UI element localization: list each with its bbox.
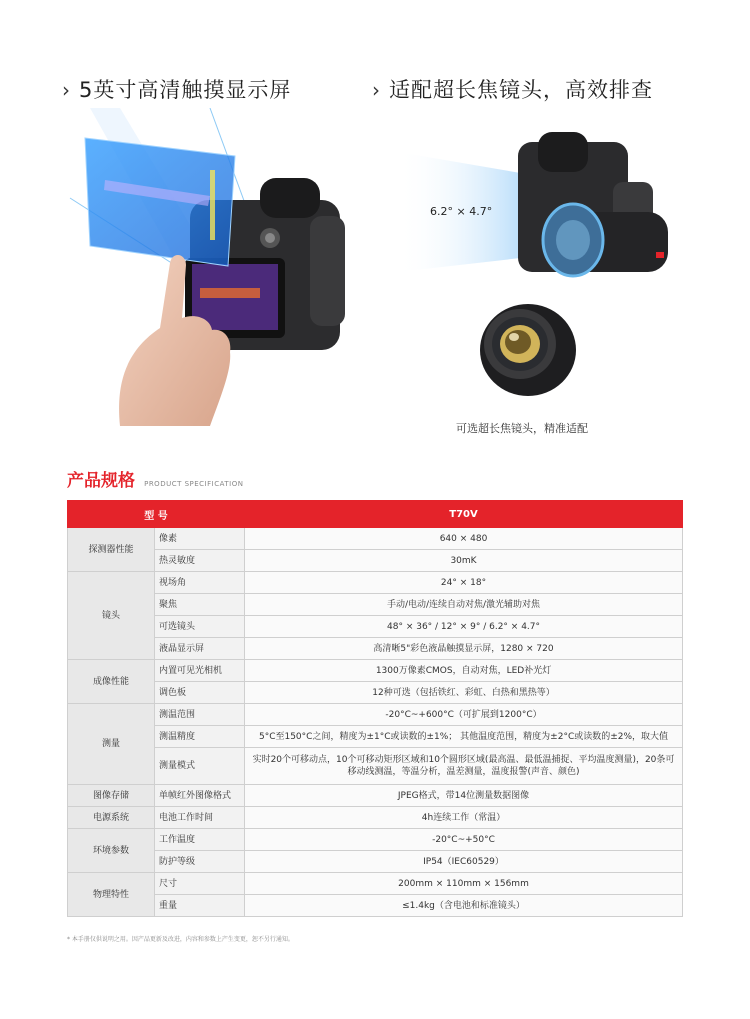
category-cell: 物理特性 <box>68 873 155 917</box>
table-row <box>68 638 683 660</box>
table-row <box>68 873 683 895</box>
item-cell: 热灵敏度 <box>155 550 245 572</box>
feature-title-lens: › 适配超长焦镜头，高效排查 <box>372 78 653 102</box>
value-cell: 640 × 480 <box>245 528 683 550</box>
item-cell: 电池工作时间 <box>155 807 245 829</box>
value-cell: IP54（IEC60529） <box>245 851 683 873</box>
value-cell: 48° × 36° / 12° × 9° / 6.2° × 4.7° <box>245 616 683 638</box>
model-header: T70V <box>245 501 683 528</box>
touchscreen-camera-illustration <box>60 108 350 426</box>
table-row <box>68 807 683 829</box>
table-row <box>68 785 683 807</box>
value-cell: 1300万像素CMOS，自动对焦，LED补光灯 <box>245 660 683 682</box>
item-cell: 聚焦 <box>155 594 245 616</box>
item-cell: 防护等级 <box>155 851 245 873</box>
fov-angle-label: 6.2° × 4.7° <box>430 205 493 218</box>
value-cell: 30mK <box>245 550 683 572</box>
value-cell: ≤1.4kg（含电池和标准镜头） <box>245 895 683 917</box>
item-cell: 工作温度 <box>155 829 245 851</box>
item-cell: 单帧红外图像格式 <box>155 785 245 807</box>
category-cell: 探测器性能 <box>68 528 155 572</box>
chevron-right-icon: › <box>372 78 381 102</box>
value-cell: 200mm × 110mm × 156mm <box>245 873 683 895</box>
table-row <box>68 682 683 704</box>
value-cell: 5°C至150°C之间，精度为±1°C或读数的±1%； 其他温度范围，精度为±2°C或读数的±2%，取大值 <box>245 726 683 748</box>
table-row <box>68 572 683 594</box>
category-cell: 测量 <box>68 704 155 785</box>
table-row <box>68 660 683 682</box>
value-cell: 实时20个可移动点，10个可移动矩形区域和10个圆形区域(最高温、最低温捕捉、平均温度测量)，20条可移动线测温，等温分析，温差测量，温度报警(声音、颜色) <box>245 748 683 785</box>
item-cell: 测量模式 <box>155 748 245 785</box>
category-cell: 成像性能 <box>68 660 155 704</box>
footnote: * 本手册仅供说明之用。因产品更新及改进，内容和参数上产生变更，恕不另行通知。 <box>67 936 294 943</box>
telephoto-lens-image <box>470 292 580 402</box>
category-cell: 电源系统 <box>68 807 155 829</box>
table-row <box>68 704 683 726</box>
item-cell: 可选镜头 <box>155 616 245 638</box>
table-row <box>68 829 683 851</box>
item-cell: 尺寸 <box>155 873 245 895</box>
chevron-right-icon: › <box>62 78 71 102</box>
value-cell: 4h连续工作（常温） <box>245 807 683 829</box>
category-cell: 环境参数 <box>68 829 155 873</box>
value-cell: 手动/电动/连续自动对焦/激光辅助对焦 <box>245 594 683 616</box>
feature-title-display: › 5英寸高清触摸显示屏 <box>62 78 292 102</box>
value-cell: 24° × 18° <box>245 572 683 594</box>
table-row <box>68 726 683 748</box>
value-cell: 高清晰5"彩色液晶触摸显示屏，1280 × 720 <box>245 638 683 660</box>
table-row <box>68 895 683 917</box>
spec-table <box>67 500 683 917</box>
table-row <box>68 616 683 638</box>
value-cell: -20°C~+50°C <box>245 829 683 851</box>
category-cell: 镜头 <box>68 572 155 660</box>
spec-header-row <box>68 501 683 528</box>
spec-subtitle: PRODUCT SPECIFICATION <box>144 480 244 488</box>
item-cell: 液晶显示屏 <box>155 638 245 660</box>
table-row <box>68 550 683 572</box>
type-header: 型 号 <box>68 501 245 528</box>
item-cell: 测温范围 <box>155 704 245 726</box>
table-row <box>68 851 683 873</box>
value-cell: -20°C~+600°C（可扩展到1200°C） <box>245 704 683 726</box>
value-cell: 12种可选（包括铁红、彩虹、白热和黑热等） <box>245 682 683 704</box>
item-cell: 调色板 <box>155 682 245 704</box>
item-cell: 重量 <box>155 895 245 917</box>
value-cell: JPEG格式，带14位测量数据图像 <box>245 785 683 807</box>
table-row <box>68 748 683 785</box>
item-cell: 测温精度 <box>155 726 245 748</box>
category-cell: 图像存储 <box>68 785 155 807</box>
item-cell: 视场角 <box>155 572 245 594</box>
spec-heading <box>67 466 243 491</box>
table-row <box>68 528 683 550</box>
item-cell: 像素 <box>155 528 245 550</box>
lens-caption: 可选超长焦镜头，精准适配 <box>456 422 588 435</box>
item-cell: 内置可见光相机 <box>155 660 245 682</box>
table-row <box>68 594 683 616</box>
spec-title: 产品规格 <box>67 471 135 491</box>
